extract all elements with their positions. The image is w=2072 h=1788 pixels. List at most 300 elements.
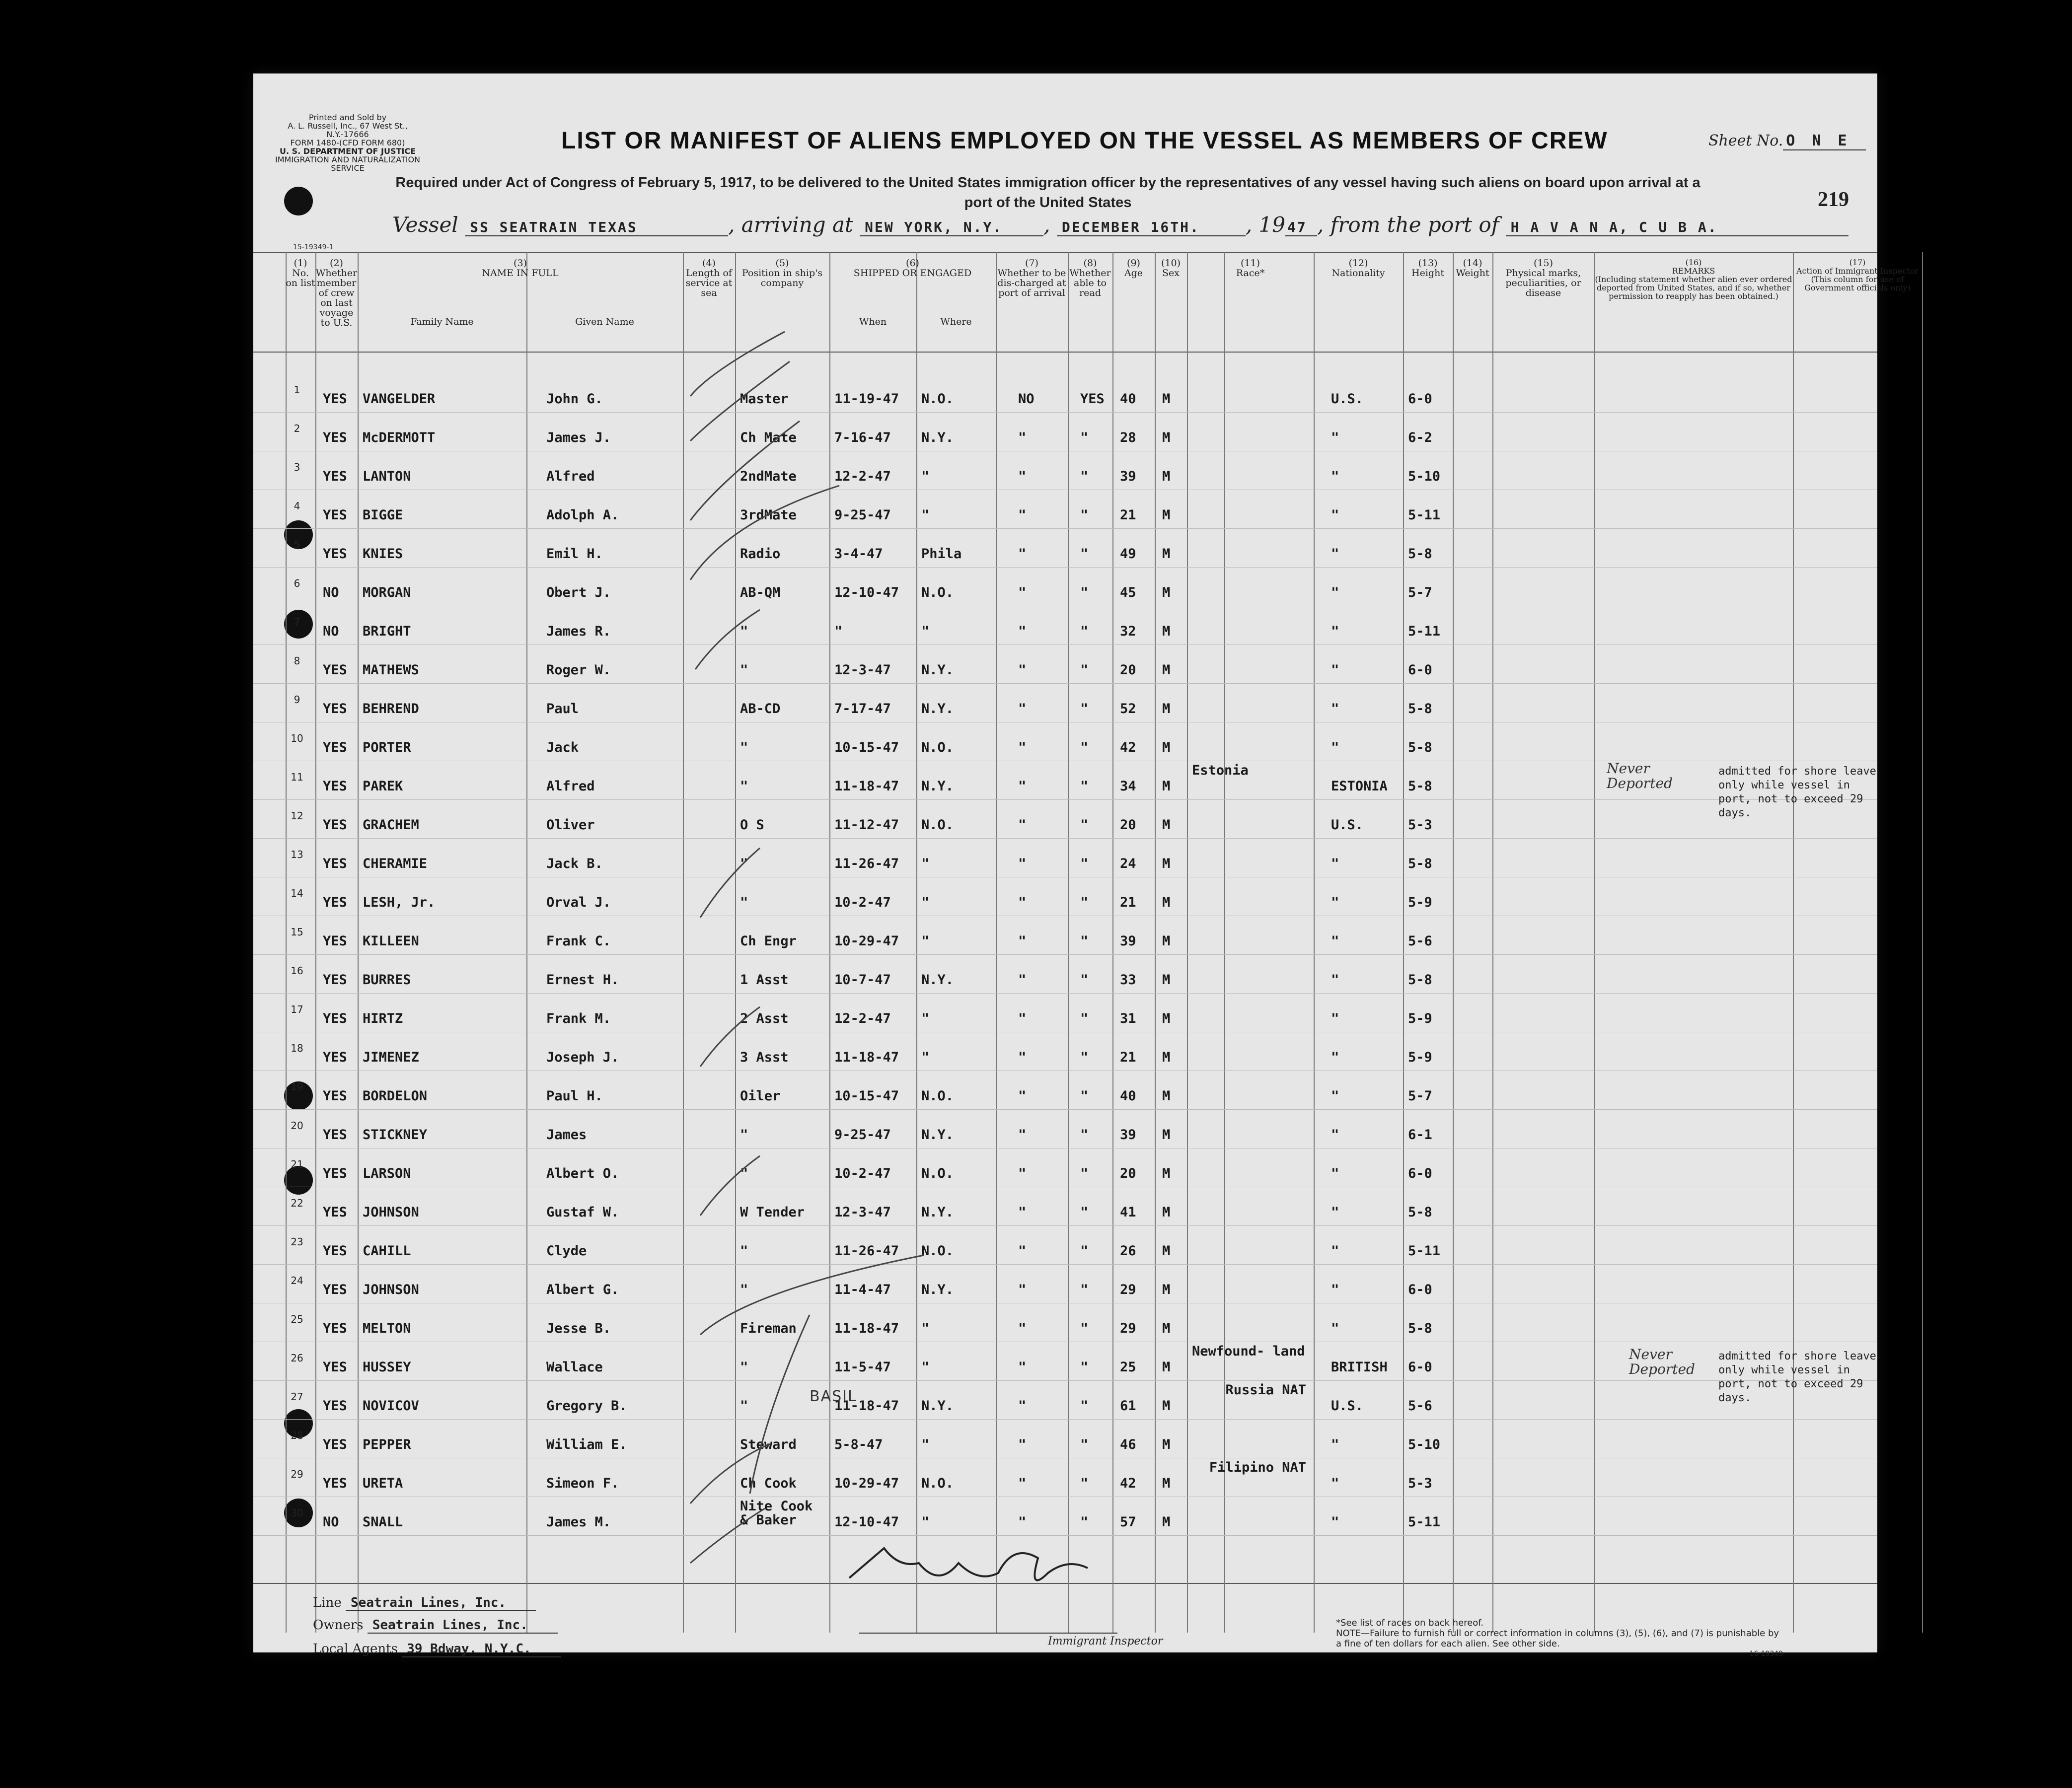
cell-when: 11-18-47 — [834, 1321, 899, 1336]
cell-family-name: BIGGE — [363, 507, 403, 523]
cell-last-voyage: YES — [323, 1398, 347, 1414]
cell-last-voyage: YES — [323, 817, 347, 833]
cell-given-name: Paul H. — [546, 1088, 603, 1104]
cell-where: " — [921, 1514, 930, 1530]
cell-position: Ch Mate — [740, 430, 797, 445]
cell-nationality: " — [1331, 933, 1339, 949]
cell-discharge: " — [1018, 1243, 1027, 1259]
column-header-weight: (14) Weight — [1456, 258, 1489, 279]
cell-nationality: " — [1331, 701, 1339, 716]
cell-when: 3-4-47 — [834, 546, 883, 562]
cell-nationality: " — [1331, 1205, 1339, 1220]
cell-no: 2 — [294, 423, 300, 434]
cell-family-name: CAHILL — [363, 1243, 411, 1259]
cell-last-voyage: YES — [323, 1321, 347, 1336]
note-races: *See list of races on back hereof. — [1336, 1618, 1483, 1628]
cell-sex: M — [1162, 1127, 1171, 1143]
cell-last-voyage: YES — [323, 469, 347, 484]
cell-read: " — [1080, 933, 1089, 949]
cell-nationality: " — [1331, 1243, 1339, 1259]
line-label: Line — [313, 1595, 342, 1610]
cell-family-name: PORTER — [363, 740, 411, 755]
cell-where: N.Y. — [921, 1398, 954, 1414]
cell-read: YES — [1080, 391, 1105, 407]
cell-given-name: Orval J. — [546, 895, 611, 910]
cell-where: " — [921, 1011, 930, 1026]
note-penalty: NOTE—Failure to furnish full or correct information in columns (3), (5), (6), and (7) is punishable by a fine of ten dollars for each alien. See other side. — [1336, 1628, 1779, 1649]
cell-age: 34 — [1120, 779, 1136, 794]
cell-height: 5-6 — [1408, 1398, 1432, 1414]
cell-discharge: " — [1018, 469, 1027, 484]
column-header-no: (1) No. on list — [286, 258, 315, 288]
checkmark — [690, 486, 839, 580]
cell-last-voyage: YES — [323, 895, 347, 910]
cell-discharge: " — [1018, 1127, 1027, 1143]
cell-where: N.Y. — [921, 1127, 954, 1143]
cell-no: 9 — [294, 694, 300, 706]
cell-given-name: Alfred — [546, 469, 595, 484]
cell-discharge: " — [1018, 624, 1027, 639]
cell-age: 31 — [1120, 1011, 1136, 1026]
column-header-race: (11) Race* — [1236, 258, 1265, 279]
cell-family-name: BEHREND — [363, 701, 419, 716]
cell-height: 5-11 — [1408, 624, 1441, 639]
cell-discharge: " — [1018, 1398, 1027, 1414]
cell-read: " — [1080, 779, 1089, 794]
cell-no: 7 — [294, 616, 300, 628]
cell-last-voyage: YES — [323, 779, 347, 794]
cell-height: 6-0 — [1408, 662, 1432, 678]
cell-nationality: U.S. — [1331, 1398, 1364, 1414]
vessel-label: Vessel — [392, 213, 458, 237]
cell-position: 2 Asst — [740, 1011, 789, 1026]
cell-where: " — [921, 856, 930, 871]
cell-given-name: Alfred — [546, 779, 595, 794]
checkmark — [690, 361, 790, 441]
cell-read: " — [1080, 740, 1089, 755]
cell-given-name: Frank M. — [546, 1011, 611, 1026]
cell-family-name: NOVICOV — [363, 1398, 419, 1414]
cell-family-name: HIRTZ — [363, 1011, 403, 1026]
cell-read: " — [1080, 701, 1089, 716]
cell-where: N.O. — [921, 817, 954, 833]
cell-family-name: JIMENEZ — [363, 1050, 419, 1065]
cell-family-name: MATHEWS — [363, 662, 419, 678]
cell-no: 15 — [291, 926, 303, 938]
cell-when: 11-12-47 — [834, 817, 899, 833]
cell-position: " — [740, 1359, 748, 1375]
cell-read: " — [1080, 662, 1089, 678]
cell-nationality: " — [1331, 1321, 1339, 1336]
cell-given-name: James M. — [546, 1514, 611, 1530]
cell-position: " — [740, 1282, 748, 1297]
cell-position: Radio — [740, 546, 781, 562]
cell-no: 6 — [294, 577, 300, 589]
cell-read: " — [1080, 1282, 1089, 1297]
cell-no: 30 — [291, 1507, 303, 1519]
cell-height: 6-0 — [1408, 391, 1432, 407]
cell-family-name: PEPPER — [363, 1437, 411, 1452]
cell-age: 49 — [1120, 546, 1136, 562]
cell-no: 14 — [291, 887, 303, 899]
column-header-name: (3) NAME IN FULL — [482, 258, 559, 279]
stamp-number: 219 — [1818, 188, 1849, 211]
column-header-family-name: Family Name — [410, 316, 474, 327]
publisher-line: U. S. DEPARTMENT OF JUSTICE — [279, 146, 416, 156]
cell-family-name: KNIES — [363, 546, 403, 562]
cell-family-name: JOHNSON — [363, 1282, 419, 1297]
cell-height: 5-8 — [1408, 779, 1432, 794]
cell-sex: M — [1162, 662, 1171, 678]
cell-where: " — [921, 933, 930, 949]
cell-family-name: URETA — [363, 1476, 403, 1491]
cell-age: 42 — [1120, 1476, 1136, 1491]
cell-read: " — [1080, 507, 1089, 523]
cell-given-name: Jack — [546, 740, 579, 755]
cell-read: " — [1080, 1088, 1089, 1104]
cell-where: N.O. — [921, 1476, 954, 1491]
column-header-shipped: (6) SHIPPED OR ENGAGED — [853, 258, 972, 279]
cell-age: 21 — [1120, 507, 1136, 523]
cell-nationality: " — [1331, 1437, 1339, 1452]
cell-when: 10-15-47 — [834, 740, 899, 755]
cell-where: N.O. — [921, 1088, 954, 1104]
cell-sex: M — [1162, 1476, 1171, 1491]
manifest-page — [253, 73, 1919, 1658]
cell-where: N.O. — [921, 740, 954, 755]
cell-read: " — [1080, 972, 1089, 988]
cell-family-name: KILLEEN — [363, 933, 419, 949]
cell-age: 21 — [1120, 1050, 1136, 1065]
vessel-name: SS SEATRAIN TEXAS — [465, 219, 728, 236]
departure-port: H A V A N A, C U B A. — [1506, 219, 1849, 236]
cell-where: N.Y. — [921, 701, 954, 716]
cell-height: 5-9 — [1408, 1011, 1432, 1026]
owners-value: Seatrain Lines, Inc. — [368, 1618, 558, 1634]
cell-read: " — [1080, 1205, 1089, 1220]
cell-when: 10-29-47 — [834, 933, 899, 949]
cell-read: " — [1080, 895, 1089, 910]
cell-no: 17 — [291, 1003, 303, 1015]
checkmark — [700, 1007, 760, 1067]
cell-no: 4 — [294, 500, 300, 512]
column-header-sex: (10) Sex — [1161, 258, 1181, 279]
cell-where: N.O. — [921, 1243, 954, 1259]
cell-no: 10 — [291, 732, 303, 744]
cell-family-name: JOHNSON — [363, 1205, 419, 1220]
cell-family-name: MORGAN — [363, 585, 411, 600]
cell-sex: M — [1162, 1437, 1171, 1452]
cell-nationality: U.S. — [1331, 817, 1364, 833]
cell-last-voyage: YES — [323, 933, 347, 949]
cell-last-voyage: YES — [323, 740, 347, 755]
cell-no: 11 — [291, 771, 303, 783]
cell-position: " — [740, 895, 748, 910]
cell-age: 40 — [1120, 1088, 1136, 1104]
cell-family-name: PAREK — [363, 779, 403, 794]
cell-age: 33 — [1120, 972, 1136, 988]
cell-position: 3 Asst — [740, 1050, 789, 1065]
cell-family-name: LESH, Jr. — [363, 895, 436, 910]
year-prefix: , 19 — [1245, 213, 1286, 237]
cell-where: " — [921, 1359, 930, 1375]
cell-position: " — [740, 856, 748, 871]
remark-handwriting: Never Deported — [1607, 760, 1673, 791]
cell-when: 10-2-47 — [834, 1166, 891, 1181]
cell-race: Russia NAT — [1225, 1382, 1306, 1398]
cell-height: 5-3 — [1408, 817, 1432, 833]
cell-last-voyage: YES — [323, 507, 347, 523]
column-header-when: When — [859, 316, 887, 327]
cell-sex: M — [1162, 1321, 1171, 1336]
cell-read: " — [1080, 1127, 1089, 1143]
cell-where: N.O. — [921, 391, 954, 407]
column-header-position: (5) Position in ship's company — [741, 258, 823, 288]
cell-discharge: " — [1018, 895, 1027, 910]
cell-discharge: " — [1018, 662, 1027, 678]
cell-race: Newfound- land — [1192, 1344, 1305, 1359]
cell-discharge: " — [1018, 856, 1027, 871]
cell-family-name: McDERMOTT — [363, 430, 436, 445]
cell-where: N.Y. — [921, 1282, 954, 1297]
cell-position: AB-QM — [740, 585, 781, 600]
cell-when: 12-2-47 — [834, 1011, 891, 1026]
cell-nationality: " — [1331, 740, 1339, 755]
cell-when: 9-25-47 — [834, 1127, 891, 1143]
cell-nationality: " — [1331, 469, 1339, 484]
cell-nationality: " — [1331, 624, 1339, 639]
checkmark — [700, 1255, 924, 1335]
cell-family-name: HUSSEY — [363, 1359, 411, 1375]
cell-no: 29 — [291, 1468, 303, 1480]
cell-last-voyage: YES — [323, 1282, 347, 1297]
cell-height: 5-10 — [1408, 469, 1441, 484]
cell-family-name: SNALL — [363, 1514, 403, 1530]
cell-when: 11-5-47 — [834, 1359, 891, 1375]
cell-where: N.O. — [921, 1166, 954, 1181]
cell-last-voyage: YES — [323, 1359, 347, 1375]
cell-age: 28 — [1120, 430, 1136, 445]
cell-read: " — [1080, 585, 1089, 600]
cell-read: " — [1080, 1166, 1089, 1181]
column-rule — [1922, 252, 1923, 1633]
year-suffix: 47 — [1285, 219, 1317, 236]
cell-read: " — [1080, 546, 1089, 562]
cell-discharge: " — [1018, 1050, 1027, 1065]
cell-no: 8 — [294, 655, 300, 667]
cell-sex: M — [1162, 430, 1171, 445]
cell-position: W Tender — [740, 1205, 805, 1220]
cell-discharge: " — [1018, 507, 1027, 523]
cell-height: 5-11 — [1408, 1243, 1441, 1259]
cell-no: 16 — [291, 965, 303, 977]
cell-height: 6-0 — [1408, 1282, 1432, 1297]
cell-nationality: " — [1331, 507, 1339, 523]
handwritten-marks — [253, 73, 1877, 1652]
cell-when: 12-10-47 — [834, 585, 899, 600]
cell-given-name: Simeon F. — [546, 1476, 619, 1491]
cell-sex: M — [1162, 546, 1171, 562]
cell-discharge: " — [1018, 817, 1027, 833]
cell-read: " — [1080, 1359, 1089, 1375]
cell-no: 22 — [291, 1197, 303, 1209]
cell-when: 12-10-47 — [834, 1514, 899, 1530]
cell-no: 1 — [294, 384, 300, 396]
cell-age: 29 — [1120, 1321, 1136, 1336]
cell-read: " — [1080, 1243, 1089, 1259]
cell-age: 40 — [1120, 391, 1136, 407]
cell-sex: M — [1162, 817, 1171, 833]
cell-height: 5-8 — [1408, 856, 1432, 871]
cell-when: 11-4-47 — [834, 1282, 891, 1297]
cell-age: 61 — [1120, 1398, 1136, 1414]
column-header-inspector: (17) Action of Immigrant Inspector (This column for use of Government officials only) — [1796, 258, 1919, 292]
cell-when: 11-18-47 — [834, 1398, 899, 1414]
cell-height: 5-8 — [1408, 972, 1432, 988]
column-header-remarks: (16) REMARKS (Including statement whether alien ever ordered deported from United States, and if so, whether permission to reapply has been obtained.) — [1595, 258, 1792, 301]
cell-age: 41 — [1120, 1205, 1136, 1220]
cell-nationality: " — [1331, 1514, 1339, 1530]
cell-position: Steward — [740, 1437, 797, 1452]
cell-where: N.Y. — [921, 1205, 954, 1220]
cell-nationality: " — [1331, 1127, 1339, 1143]
cell-no: 24 — [291, 1275, 303, 1287]
cell-last-voyage: YES — [323, 1243, 347, 1259]
signature-line — [859, 1633, 1117, 1634]
cell-position: Oiler — [740, 1088, 781, 1104]
cell-sex: M — [1162, 1088, 1171, 1104]
cell-when: 12-3-47 — [834, 1205, 891, 1220]
cell-when: 11-26-47 — [834, 1243, 899, 1259]
cell-sex: M — [1162, 391, 1171, 407]
cell-discharge: " — [1018, 1166, 1027, 1181]
column-header-nationality: (12) Nationality — [1332, 258, 1385, 279]
cell-discharge: " — [1018, 1476, 1027, 1491]
cell-last-voyage: YES — [323, 430, 347, 445]
cell-discharge: " — [1018, 701, 1027, 716]
cell-sex: M — [1162, 624, 1171, 639]
arrival-date: DECEMBER 16TH. — [1057, 219, 1246, 236]
cell-last-voyage: YES — [323, 662, 347, 678]
cell-where: " — [921, 895, 930, 910]
cell-position: " — [740, 740, 748, 755]
column-header-last-voyage: (2) Whether member of crew on last voyage to U.S. — [315, 258, 358, 328]
cell-position: Master — [740, 391, 789, 407]
cell-discharge: " — [1018, 1282, 1027, 1297]
cell-sex: M — [1162, 701, 1171, 716]
cell-discharge: NO — [1018, 391, 1035, 407]
cell-last-voyage: YES — [323, 546, 347, 562]
cell-discharge: " — [1018, 1514, 1027, 1530]
cell-where: N.O. — [921, 585, 954, 600]
cell-family-name: BRIGHT — [363, 624, 411, 639]
cell-family-name: BORDELON — [363, 1088, 428, 1104]
cell-nationality: " — [1331, 1282, 1339, 1297]
cell-height: 5-8 — [1408, 740, 1432, 755]
cell-discharge: " — [1018, 933, 1027, 949]
cell-position: " — [740, 1243, 748, 1259]
cell-when: 7-16-47 — [834, 430, 891, 445]
cell-sex: M — [1162, 469, 1171, 484]
cell-when: 7-17-47 — [834, 701, 891, 716]
cell-read: " — [1080, 1437, 1089, 1452]
checkmark — [690, 1444, 770, 1503]
cell-height: 5-8 — [1408, 1205, 1432, 1220]
cell-when: 9-25-47 — [834, 507, 891, 523]
cell-sex: M — [1162, 933, 1171, 949]
footer-note — [1336, 1618, 1783, 1659]
cell-sex: M — [1162, 1282, 1171, 1297]
remark-text: admitted for shore leave only while vessel in port, not to exceed 29 days. — [1718, 765, 1876, 819]
cell-last-voyage: YES — [323, 972, 347, 988]
cell-when: 12-2-47 — [834, 469, 891, 484]
footer-line — [313, 1595, 536, 1611]
cell-given-name: Albert G. — [546, 1282, 619, 1297]
handwritten-correction: BASIL — [810, 1388, 857, 1405]
cell-given-name: Ernest H. — [546, 972, 619, 988]
cell-when: 12-3-47 — [834, 662, 891, 678]
cell-age: 20 — [1120, 1166, 1136, 1181]
cell-given-name: Roger W. — [546, 662, 611, 678]
cell-height: 6-2 — [1408, 430, 1432, 445]
cell-last-voyage: YES — [323, 1011, 347, 1026]
cell-given-name: Wallace — [546, 1359, 603, 1375]
cell-no: 20 — [291, 1120, 303, 1132]
cell-position: Nite Cook & Baker — [740, 1499, 813, 1528]
cell-nationality: " — [1331, 1011, 1339, 1026]
column-header-given-name: Given Name — [575, 316, 634, 327]
cell-when: 10-15-47 — [834, 1088, 899, 1104]
cell-given-name: James R. — [546, 624, 611, 639]
cell-age: 26 — [1120, 1243, 1136, 1259]
cell-discharge: " — [1018, 585, 1027, 600]
cell-when: 11-26-47 — [834, 856, 899, 871]
cell-nationality: " — [1331, 585, 1339, 600]
cell-position: Ch Engr — [740, 933, 797, 949]
cell-height: 6-0 — [1408, 1166, 1432, 1181]
cell-last-voyage: NO — [323, 585, 339, 600]
cell-nationality: " — [1331, 546, 1339, 562]
cell-given-name: Clyde — [546, 1243, 587, 1259]
cell-family-name: MELTON — [363, 1321, 411, 1336]
cell-given-name: Oliver — [546, 817, 595, 833]
cell-position: Ch Cook — [740, 1476, 797, 1491]
cell-position: " — [740, 1398, 748, 1414]
cell-nationality: " — [1331, 430, 1339, 445]
cell-read: " — [1080, 1011, 1089, 1026]
cell-sex: M — [1162, 779, 1171, 794]
cell-no: 26 — [291, 1352, 303, 1364]
cell-given-name: Adolph A. — [546, 507, 619, 523]
cell-discharge: " — [1018, 1359, 1027, 1375]
cell-position: 2ndMate — [740, 469, 797, 484]
cell-age: 29 — [1120, 1282, 1136, 1297]
cell-last-voyage: NO — [323, 1514, 339, 1530]
cell-race: Filipino NAT — [1209, 1460, 1306, 1475]
cell-no: 25 — [291, 1313, 303, 1325]
cell-family-name: STICKNEY — [363, 1127, 428, 1143]
cell-height: 5-3 — [1408, 1476, 1432, 1491]
arriving-port: NEW YORK, N.Y. — [860, 219, 1043, 236]
cell-no: 12 — [291, 810, 303, 822]
cell-sex: M — [1162, 1398, 1171, 1414]
cell-last-voyage: YES — [323, 1050, 347, 1065]
cell-read: " — [1080, 1476, 1089, 1491]
cell-position: 1 Asst — [740, 972, 789, 988]
cell-discharge: " — [1018, 546, 1027, 562]
cell-no: 18 — [291, 1042, 303, 1054]
cell-age: 45 — [1120, 585, 1136, 600]
